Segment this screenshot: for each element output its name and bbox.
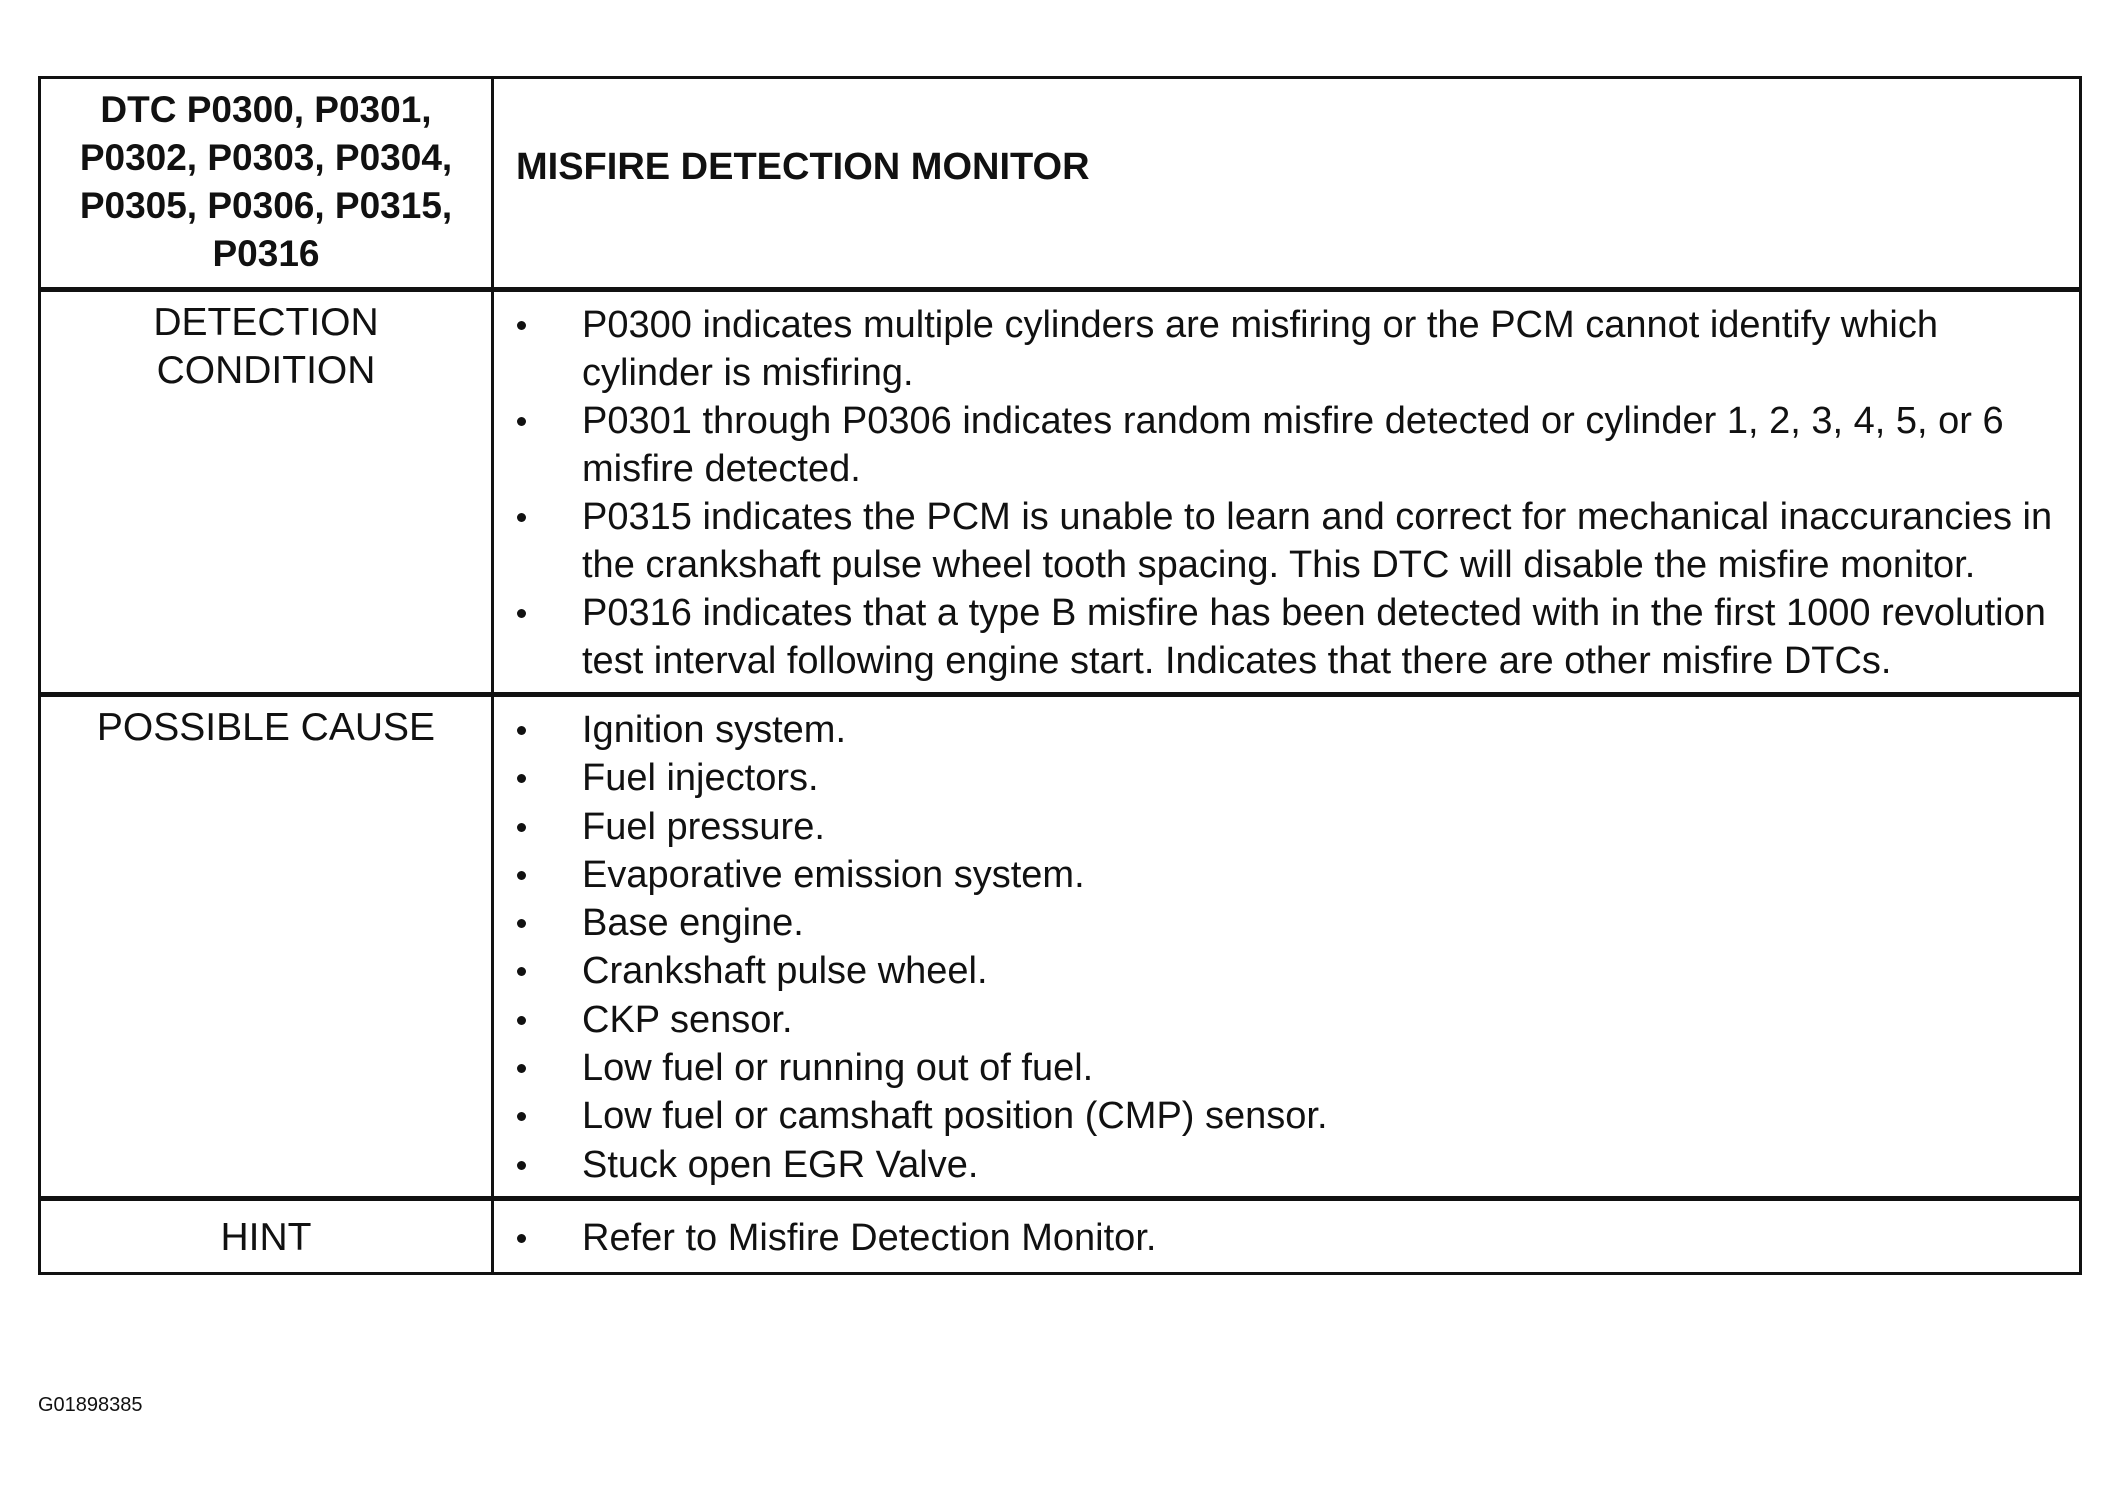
- figure-id: G01898385: [38, 1394, 143, 1416]
- list-item-text: P0316 indicates that a type B misfire has been detected with in the first 1000 revolution test interval following engine start. Indicates that there are other misfire DTCs.: [582, 592, 2046, 682]
- list-item: [494, 947, 2053, 995]
- list-item: [494, 493, 2053, 589]
- list-item-text: P0301 through P0306 indicates random misfire detected or cylinder 1, 2, 3, 4, 5, or 6 misfire detected.: [582, 400, 2004, 490]
- row-content-cell: [493, 695, 2081, 1199]
- row-label-line: POSSIBLE CAUSE: [96, 706, 436, 749]
- list-item-text: P0300 indicates multiple cylinders are misfiring or the PCM cannot identify which cylinder is misfiring.: [582, 304, 1938, 394]
- list-item-text: Stuck open EGR Valve.: [582, 1143, 979, 1186]
- list-item-text: Base engine.: [582, 902, 804, 945]
- list-item: [494, 754, 2053, 802]
- bullet-list: [494, 1201, 2079, 1272]
- bullet-icon: [517, 1112, 526, 1121]
- dtc-codes-line: P0316: [212, 233, 320, 274]
- bullet-icon: [517, 1016, 526, 1025]
- list-item: [494, 706, 2053, 754]
- bullet-icon: [517, 609, 526, 618]
- row-label-line: HINT: [220, 1215, 312, 1259]
- bullet-icon: [517, 1161, 526, 1170]
- table-row-detection-condition: [40, 290, 2081, 695]
- row-label-cell: [40, 695, 493, 1199]
- bullet-icon: [517, 967, 526, 976]
- list-item-text: Evaporative emission system.: [582, 853, 1085, 896]
- dtc-codes-line: P0302, P0303, P0304,: [79, 137, 453, 178]
- list-item: [494, 301, 2053, 397]
- list-item: [494, 1092, 2053, 1140]
- bullet-icon: [517, 726, 526, 735]
- bullet-list: [494, 292, 2079, 692]
- bullet-icon: [517, 774, 526, 783]
- row-content-cell: [493, 1198, 2081, 1273]
- row-label-line: CONDITION: [156, 349, 376, 392]
- bullet-icon: [517, 871, 526, 880]
- row-label-cell: [40, 290, 493, 695]
- row-label-line: DETECTION: [153, 301, 379, 344]
- list-item: [494, 1044, 2053, 1092]
- row-label-cell: [40, 1198, 493, 1273]
- list-item-text: Ignition system.: [582, 709, 846, 751]
- list-item: [494, 899, 2053, 947]
- row-content-cell: [493, 290, 2081, 695]
- list-item-text: Low fuel or running out of fuel.: [582, 1047, 1094, 1090]
- list-item-text: P0315 indicates the PCM is unable to learn and correct for mechanical inaccurancies in the crankshaft pulse wheel tooth spacing. This DTC will disable the misfire monitor.: [582, 496, 2053, 586]
- dtc-codes-line: DTC P0300, P0301,: [100, 89, 432, 130]
- dtc-codes-cell: [40, 78, 493, 290]
- table-row-possible-cause: [40, 695, 2081, 1199]
- list-item-text: Refer to Misfire Detection Monitor.: [582, 1216, 1157, 1259]
- bullet-icon: [517, 417, 526, 426]
- bullet-list: [494, 697, 2079, 1196]
- list-item: [494, 589, 2053, 685]
- list-item: [494, 397, 2053, 493]
- list-item: [494, 1141, 2053, 1189]
- monitor-title-cell: [493, 78, 2081, 290]
- list-item-text: Low fuel or camshaft position (CMP) sensor.: [582, 1095, 1328, 1138]
- dtc-codes-line: P0305, P0306, P0315,: [79, 185, 453, 226]
- list-item: [494, 1214, 2053, 1262]
- list-item-text: Fuel injectors.: [582, 757, 819, 800]
- bullet-icon: [517, 321, 526, 330]
- table-row-hint: [40, 1198, 2081, 1273]
- monitor-title: MISFIRE DETECTION MONITOR: [516, 145, 1090, 188]
- list-item-text: Crankshaft pulse wheel.: [582, 950, 988, 993]
- list-item: [494, 851, 2053, 899]
- dtc-table: [38, 76, 2082, 1275]
- list-item-text: CKP sensor.: [582, 998, 793, 1041]
- bullet-icon: [517, 1064, 526, 1073]
- table-header-row: [40, 78, 2081, 290]
- bullet-icon: [517, 513, 526, 522]
- list-item: [494, 996, 2053, 1044]
- bullet-icon: [517, 823, 526, 832]
- bullet-icon: [517, 1234, 526, 1243]
- list-item: [494, 803, 2053, 851]
- bullet-icon: [517, 919, 526, 928]
- list-item-text: Fuel pressure.: [582, 805, 825, 848]
